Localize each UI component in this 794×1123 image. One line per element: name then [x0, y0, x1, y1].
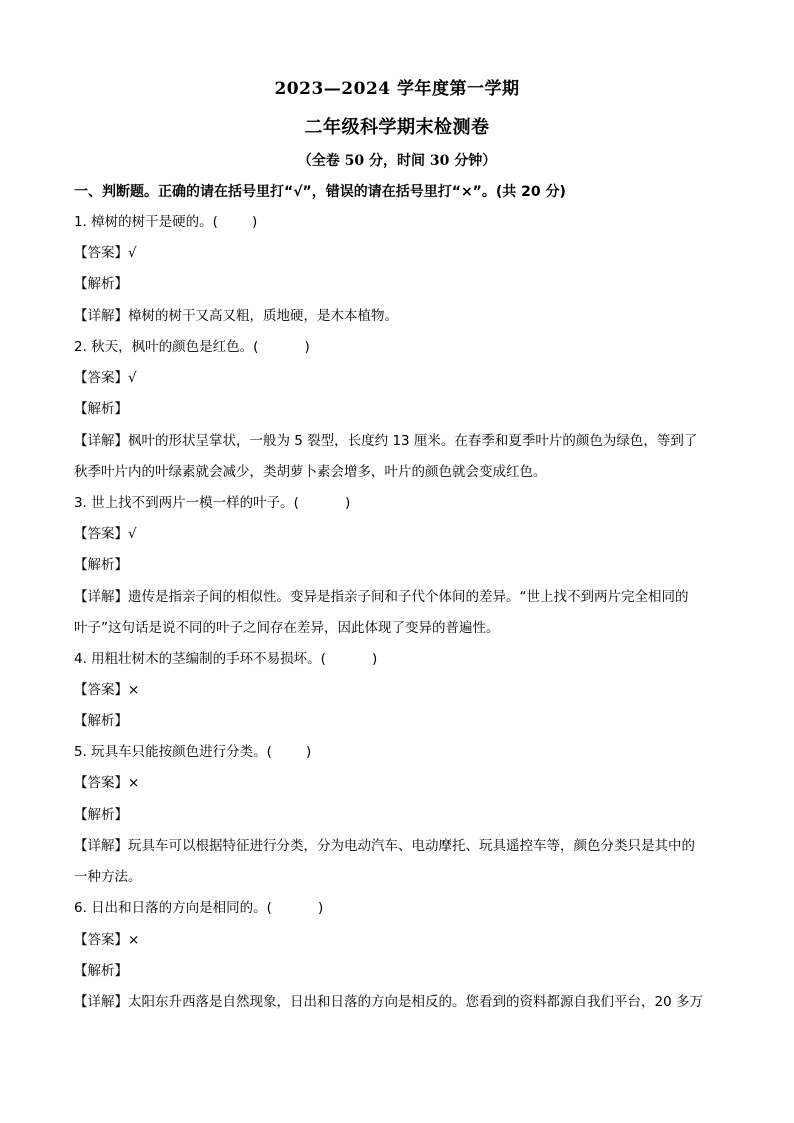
question-3-answer: 【答案】√ [74, 526, 137, 542]
close-paren: ) [305, 744, 312, 760]
question-6-answer: 【答案】× [74, 932, 140, 948]
question-4-analysis: 【解析】 [74, 713, 128, 729]
question-3-detail-line-2: 叶子”这句话是说不同的叶子之间存在差异，因此体现了变异的普遍性。 [74, 620, 500, 636]
question-5-detail-line-1: 【详解】玩具车可以根据特征进行分类，分为电动汽车、电动摩托、玩具遥控车等，颜色分类只是其中的 [74, 838, 695, 854]
question-5-answer: 【答案】× [74, 775, 140, 791]
question-6-detail-line-1: 【详解】太阳东升西落是自然现象，日出和日落的方向是相反的。您看到的资料都源自我们平台，20 多万 [74, 994, 703, 1010]
question-2-stem [74, 337, 310, 357]
section-heading: 一、判断题。正确的请在括号里打“√”，错误的请在括号里打“×”。(共 20 分) [74, 184, 566, 200]
question-6-stem [74, 898, 323, 918]
question-6-text: 6. 日出和日落的方向是相同的。( [74, 900, 272, 916]
close-paren: ) [317, 900, 324, 916]
close-paren: ) [304, 339, 310, 355]
question-1-detail: 【详解】樟树的树干又高又粗，质地硬，是木本植物。 [74, 308, 398, 324]
question-2-analysis: 【解析】 [74, 401, 128, 417]
question-2-text: 2. 秋天，枫叶的颜色是红色。( [74, 339, 259, 355]
question-3-text: 3. 世上找不到两片一模一样的叶子。( [74, 495, 299, 511]
question-4-answer: 【答案】× [74, 682, 140, 698]
question-1-text: 1. 樟树的树干是硬的。( [74, 214, 218, 230]
document-subtitle: （全卷 50 分，时间 30 分钟） [297, 153, 497, 169]
close-paren: ) [251, 214, 258, 230]
question-3-detail-line-1: 【详解】遗传是指亲子间的相似性。变异是指亲子间和子代个体间的差异。“世上找不到两片完全相同的 [74, 589, 689, 605]
question-5-analysis: 【解析】 [74, 807, 128, 823]
question-4-text: 4. 用粗壮树木的茎编制的手环不易损坏。( [74, 651, 326, 667]
question-1-answer: 【答案】√ [74, 245, 137, 261]
question-5-stem [74, 742, 311, 762]
question-2-detail-line-2: 秋季叶片内的叶绿素就会减少，类胡萝卜素会增多，叶片的颜色就会变成红色。 [74, 464, 547, 480]
question-1-analysis: 【解析】 [74, 276, 128, 292]
close-paren: ) [371, 651, 378, 667]
question-2-answer: 【答案】√ [74, 370, 137, 386]
question-3-stem [74, 493, 350, 513]
question-3-analysis: 【解析】 [74, 557, 128, 573]
question-5-detail-line-2: 一种方法。 [74, 869, 142, 885]
close-paren: ) [344, 495, 351, 511]
question-5-text: 5. 玩具车只能按颜色进行分类。( [74, 744, 272, 760]
question-2-detail-line-1: 【详解】枫叶的形状呈掌状，一般为 5 裂型，长度约 13 厘米。在春季和夏季叶片的颜色为绿色，等到了 [74, 433, 698, 449]
question-4-stem [74, 649, 377, 669]
question-1-stem [74, 212, 257, 232]
document-title: 二年级科学期末检测卷 [304, 117, 490, 138]
question-6-analysis: 【解析】 [74, 963, 128, 979]
document-title-term: 2023—2024 学年度第一学期 [274, 79, 520, 99]
